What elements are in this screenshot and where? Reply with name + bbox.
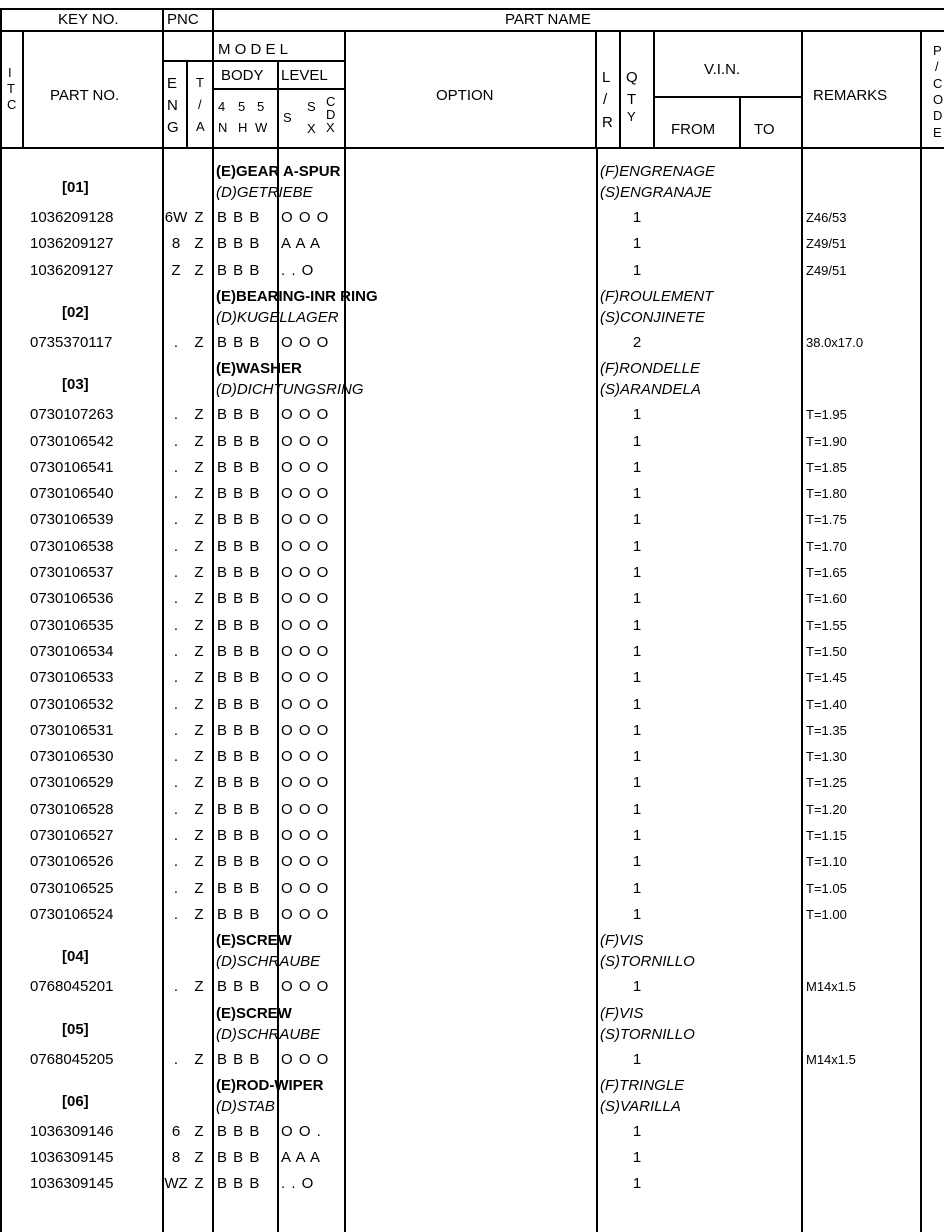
- level-codes: O O O: [281, 827, 330, 844]
- quantity: 1: [632, 978, 642, 996]
- ta-code: Z: [194, 827, 204, 844]
- part-name-de: (D)GETRIEBE: [216, 184, 313, 201]
- eng-code: 8: [171, 235, 181, 253]
- ta-code: Z: [194, 458, 204, 476]
- body-codes: B B B: [217, 590, 261, 608]
- quantity: 1: [632, 1122, 642, 1140]
- header-pcode-c: C: [933, 76, 943, 91]
- header-lr-r: R: [602, 114, 613, 131]
- remarks: T=1.50: [806, 643, 847, 659]
- rule-v-level-end: [344, 30, 346, 1232]
- eng-code: 6: [171, 1122, 181, 1140]
- part-number: 0730106525: [30, 879, 114, 897]
- body-codes: B B B: [217, 209, 261, 226]
- part-number: 0730106524: [30, 905, 114, 923]
- header-itc-c: C: [7, 97, 17, 112]
- level-codes: O O O: [281, 642, 330, 660]
- part-name-fr: (F)VIS: [600, 932, 644, 950]
- header-level-cdx-c: C: [326, 94, 336, 109]
- ta-code: Z: [194, 485, 204, 503]
- eng-code: .: [173, 333, 179, 351]
- body-codes: B B B: [217, 1050, 261, 1068]
- header-part-name: PART NAME: [505, 11, 591, 28]
- level-codes: O O O: [281, 209, 330, 226]
- header-level: LEVEL: [281, 67, 328, 84]
- level-codes: O O O: [281, 432, 330, 450]
- ta-code: Z: [194, 1175, 204, 1193]
- level-codes: . . O: [281, 1175, 315, 1193]
- part-name-de: (D)SCHRAUBE: [216, 1025, 321, 1043]
- quantity: 1: [632, 209, 642, 226]
- header-part-no: PART NO.: [50, 87, 120, 104]
- remarks: T=1.25: [806, 775, 847, 791]
- part-number: 0730106537: [30, 564, 114, 581]
- header-body-h: H: [238, 120, 248, 135]
- body-codes: B B B: [217, 879, 261, 897]
- part-name-de: (D)STAB: [216, 1097, 275, 1115]
- eng-code: Z: [171, 261, 181, 279]
- quantity: 1: [632, 1149, 642, 1167]
- header-eng-n: N: [167, 97, 178, 114]
- body-codes: B B B: [217, 669, 261, 687]
- ta-code: Z: [194, 537, 204, 555]
- eng-code: .: [173, 511, 179, 529]
- rule-v-pnc: [162, 8, 164, 1232]
- part-number: 0730106538: [30, 537, 114, 555]
- header-ta-a: A: [196, 119, 205, 134]
- rule-v-lr: [619, 30, 621, 148]
- ta-code: Z: [194, 978, 204, 996]
- level-codes: O O O: [281, 485, 330, 503]
- body-codes: B B B: [217, 695, 261, 713]
- part-name-en: (E)ROD-WIPER: [216, 1076, 324, 1094]
- level-codes: O O O: [281, 774, 330, 792]
- part-number: 0730107263: [30, 406, 114, 424]
- remarks: M14x1.5: [806, 1051, 856, 1067]
- ta-code: Z: [194, 748, 204, 766]
- eng-code: .: [173, 748, 179, 766]
- level-codes: A A A: [281, 1149, 322, 1167]
- part-name-es: (S)ARANDELA: [600, 381, 701, 399]
- level-codes: O O O: [281, 333, 330, 351]
- level-codes: O O O: [281, 721, 330, 739]
- ta-code: Z: [194, 721, 204, 739]
- body-codes: B B B: [217, 432, 261, 450]
- eng-code: .: [173, 616, 179, 634]
- part-number: 0730106526: [30, 853, 114, 871]
- rule-v-remarks-end: [920, 30, 922, 1232]
- level-codes: O O O: [281, 616, 330, 634]
- ta-code: Z: [194, 642, 204, 660]
- remarks: T=1.65: [806, 565, 847, 580]
- body-codes: B B B: [217, 235, 261, 253]
- key-number: [04]: [62, 948, 89, 966]
- part-name-en: (E)WASHER: [216, 360, 302, 378]
- ta-code: Z: [194, 616, 204, 634]
- eng-code: .: [173, 800, 179, 818]
- header-qty-t: T: [627, 91, 637, 108]
- level-codes: O O O: [281, 669, 330, 687]
- part-name-en: (E)SCREW: [216, 1004, 292, 1022]
- remarks: T=1.85: [806, 459, 847, 475]
- level-codes: O O O: [281, 564, 330, 581]
- eng-code: .: [173, 669, 179, 687]
- body-codes: B B B: [217, 616, 261, 634]
- quantity: 1: [632, 590, 642, 608]
- eng-code: .: [173, 827, 179, 844]
- ta-code: Z: [194, 406, 204, 424]
- ta-code: Z: [194, 432, 204, 450]
- part-name-es: (S)TORNILLO: [600, 1025, 695, 1043]
- quantity: 1: [632, 485, 642, 503]
- header-vin-from-text: FROM: [671, 121, 716, 138]
- eng-code: .: [173, 590, 179, 608]
- header-body-n: N: [218, 120, 228, 135]
- body-codes: B B B: [217, 827, 261, 844]
- eng-code: .: [173, 853, 179, 871]
- part-name-de: (D)KUGELLAGER: [216, 308, 339, 326]
- ta-code: Z: [194, 695, 204, 713]
- rule-v-pnc-end: [212, 8, 214, 1232]
- key-number: [05]: [62, 1020, 89, 1038]
- ta-code: Z: [194, 1122, 204, 1140]
- eng-code: .: [173, 978, 179, 996]
- body-codes: B B B: [217, 774, 261, 792]
- body-codes: B B B: [217, 1175, 261, 1193]
- remarks: T=1.80: [806, 486, 847, 502]
- body-codes: B B B: [217, 333, 261, 351]
- header-ta-slash: /: [198, 97, 202, 112]
- header-pcode-p: P: [933, 43, 942, 58]
- header-body-w: W: [255, 120, 268, 135]
- level-codes: O O O: [281, 879, 330, 897]
- quantity: 1: [632, 235, 642, 253]
- eng-code: .: [173, 879, 179, 897]
- level-codes: O O O: [281, 511, 330, 529]
- header-pcode-slash: /: [935, 59, 939, 74]
- header-body-5w: 5: [257, 99, 265, 114]
- body-codes: B B B: [217, 800, 261, 818]
- quantity: 1: [632, 406, 642, 424]
- part-name-fr: (F)TRINGLE: [600, 1076, 685, 1094]
- body-codes: B B B: [217, 564, 261, 581]
- body-codes: B B B: [217, 642, 261, 660]
- part-number: 0730106540: [30, 485, 114, 503]
- part-number: 0730106534: [30, 642, 114, 660]
- quantity: 1: [632, 800, 642, 818]
- part-number: 0735370117: [30, 333, 113, 351]
- rule-v-body-level: [277, 60, 279, 1232]
- remarks: T=1.45: [806, 670, 847, 686]
- header-remarks: REMARKS: [813, 87, 888, 104]
- header-option: OPTION: [436, 87, 494, 104]
- body-codes: B B B: [217, 406, 261, 424]
- quantity: 1: [632, 1175, 642, 1193]
- key-number: [03]: [62, 376, 89, 394]
- key-number: [02]: [62, 303, 89, 321]
- remarks: T=1.35: [806, 722, 847, 738]
- part-name-es: (S)ENGRANAJE: [600, 184, 712, 201]
- eng-code: .: [173, 485, 179, 503]
- eng-code: .: [173, 721, 179, 739]
- part-number: 0730106531: [30, 721, 114, 739]
- part-number: 1036309146: [30, 1122, 114, 1140]
- quantity: 1: [632, 905, 642, 923]
- part-name-de: (D)SCHRAUBE: [216, 953, 321, 971]
- part-name-en: (E)SCREW: [216, 932, 292, 950]
- remarks: T=1.15: [806, 828, 847, 843]
- quantity: 2: [632, 333, 642, 351]
- body-codes: B B B: [217, 1122, 261, 1140]
- part-name-en: (E)BEARING-INR RING: [216, 287, 378, 305]
- quantity: 1: [632, 879, 642, 897]
- quantity: 1: [632, 827, 642, 844]
- ta-code: Z: [194, 261, 204, 279]
- level-codes: O O .: [281, 1122, 322, 1140]
- part-number: 1036209127: [30, 261, 114, 279]
- rule-v-vin-end: [801, 30, 803, 1232]
- level-codes: O O O: [281, 800, 330, 818]
- eng-code: .: [173, 458, 179, 476]
- part-number: 0730106533: [30, 669, 114, 687]
- body-codes: B B B: [217, 853, 261, 871]
- part-number: 0730106527: [30, 827, 114, 844]
- header-level-sx-s: S: [307, 99, 316, 114]
- rule-v-itc: [22, 30, 24, 148]
- level-codes: O O O: [281, 695, 330, 713]
- level-codes: O O O: [281, 978, 330, 996]
- header-vin: V.I.N.: [704, 61, 741, 78]
- quantity: 1: [632, 616, 642, 634]
- header-lr-l: L: [602, 69, 611, 86]
- header-qty-q: Q: [626, 69, 638, 86]
- ta-code: Z: [194, 669, 204, 687]
- remarks: T=1.90: [806, 433, 847, 449]
- header-level-sx-x: X: [307, 121, 316, 136]
- quantity: 1: [632, 748, 642, 766]
- body-codes: B B B: [217, 748, 261, 766]
- level-codes: O O O: [281, 1050, 330, 1068]
- level-codes: O O O: [281, 458, 330, 476]
- ta-code: Z: [194, 511, 204, 529]
- part-number: 1036309145: [30, 1175, 114, 1193]
- header-level-cdx-d: D: [326, 107, 336, 122]
- quantity: 1: [632, 774, 642, 792]
- header-itc-i: I: [8, 65, 12, 80]
- header-ta-t: T: [196, 75, 204, 90]
- remarks: T=1.10: [806, 854, 847, 870]
- quantity: 1: [632, 458, 642, 476]
- ta-code: Z: [194, 209, 204, 226]
- quantity: 1: [632, 1050, 642, 1068]
- body-codes: B B B: [217, 261, 261, 279]
- rule-v-vin-mid: [739, 96, 741, 148]
- key-number: [06]: [62, 1092, 89, 1110]
- header-eng-g: G: [167, 119, 179, 136]
- quantity: 1: [632, 261, 642, 279]
- ta-code: Z: [194, 1050, 204, 1068]
- body-codes: B B B: [217, 511, 261, 529]
- ta-code: Z: [194, 800, 204, 818]
- body-codes: B B B: [217, 721, 261, 739]
- ta-code: Z: [194, 853, 204, 871]
- part-number: 0730106532: [30, 695, 114, 713]
- part-number: 0730106530: [30, 748, 114, 766]
- header-level-s: S: [283, 110, 292, 125]
- header-vin-to: TO: [754, 121, 775, 138]
- level-codes: A A A: [281, 235, 322, 253]
- header-lr-slash: /: [603, 91, 608, 108]
- level-codes: . . O: [281, 261, 315, 279]
- remarks: T=1.95: [806, 407, 847, 423]
- part-number: 0730106541: [30, 458, 114, 476]
- part-number: 1036309145: [30, 1149, 114, 1167]
- body-codes: B B B: [217, 537, 261, 555]
- quantity: 1: [632, 642, 642, 660]
- remarks: Z49/51: [806, 262, 847, 278]
- eng-code: .: [173, 406, 179, 424]
- part-name-fr: (F)VIS: [600, 1004, 644, 1022]
- remarks: T=1.70: [806, 538, 847, 554]
- remarks: T=1.00: [806, 906, 847, 922]
- body-codes: B B B: [217, 1149, 261, 1167]
- eng-code: .: [173, 695, 179, 713]
- eng-code: .: [173, 1050, 179, 1068]
- header-level-cdx-x: X: [326, 120, 335, 135]
- quantity: 1: [632, 511, 642, 529]
- level-codes: O O O: [281, 905, 330, 923]
- eng-code: .: [173, 642, 179, 660]
- quantity: 1: [632, 695, 642, 713]
- header-body-5h: 5: [238, 99, 246, 114]
- header-qty-y: Y: [627, 109, 636, 124]
- ta-code: Z: [194, 333, 204, 351]
- header-model: M O D E L: [218, 41, 289, 58]
- rule-v-eng: [186, 60, 188, 148]
- part-name-en: (E)GEAR A-SPUR: [216, 163, 341, 180]
- rule-v-lr-body: [596, 148, 598, 1232]
- part-name-fr: (F)ROULEMENT: [600, 287, 714, 305]
- eng-code: WZ: [164, 1175, 188, 1193]
- rule-v-qty: [653, 30, 655, 148]
- remarks: M14x1.5: [806, 979, 856, 995]
- part-number: 0768045201: [30, 978, 114, 996]
- header-pcode-e: E: [933, 125, 942, 140]
- part-number: 0730106542: [30, 432, 114, 450]
- header-eng-e: E: [167, 75, 178, 92]
- ta-code: Z: [194, 1149, 204, 1167]
- ta-code: Z: [194, 564, 204, 581]
- level-codes: O O O: [281, 537, 330, 555]
- quantity: 1: [632, 564, 642, 581]
- part-number: 1036209128: [30, 209, 114, 226]
- header-key-no: KEY NO.: [58, 11, 119, 28]
- ta-code: Z: [194, 590, 204, 608]
- level-codes: O O O: [281, 406, 330, 424]
- rule-v-option-end: [595, 30, 597, 148]
- part-name-es: (S)VARILLA: [600, 1097, 681, 1115]
- body-codes: B B B: [217, 905, 261, 923]
- body-codes: B B B: [217, 978, 261, 996]
- remarks: T=1.75: [806, 512, 847, 528]
- remarks: T=1.05: [806, 880, 847, 896]
- level-codes: O O O: [281, 748, 330, 766]
- part-name-es: (S)CONJINETE: [600, 308, 705, 326]
- remarks: T=1.30: [806, 749, 847, 765]
- remarks: Z49/51: [806, 236, 847, 252]
- part-number: 1036209127: [30, 235, 114, 253]
- header-itc-t: T: [7, 81, 15, 96]
- quantity: 1: [632, 669, 642, 687]
- eng-code: .: [173, 564, 179, 581]
- ta-code: Z: [194, 879, 204, 897]
- eng-code: 8: [171, 1149, 181, 1167]
- part-name-es: (S)TORNILLO: [600, 953, 695, 971]
- body-codes: B B B: [217, 458, 261, 476]
- quantity: 1: [632, 853, 642, 871]
- eng-code: .: [173, 537, 179, 555]
- remarks: 38.0x17.0: [806, 334, 864, 350]
- ta-code: Z: [194, 905, 204, 923]
- level-codes: O O O: [281, 853, 330, 871]
- remarks: T=1.60: [806, 591, 847, 607]
- part-number: 0768045205: [30, 1050, 114, 1068]
- eng-code: 6W: [164, 209, 188, 226]
- quantity: 1: [632, 537, 642, 555]
- part-number: 0730106529: [30, 774, 114, 792]
- part-number: 0730106535: [30, 616, 114, 634]
- part-name-de: (D)DICHTUNGSRING: [216, 381, 364, 399]
- remarks: Z46/53: [806, 210, 847, 225]
- level-codes: O O O: [281, 590, 330, 608]
- header-body-4: 4: [218, 99, 226, 114]
- part-number: 0730106528: [30, 800, 114, 818]
- part-number: 0730106539: [30, 511, 114, 529]
- rule-v-left: [0, 8, 2, 1232]
- remarks: T=1.55: [806, 617, 847, 633]
- key-number: [01]: [62, 179, 89, 196]
- header-body: BODY: [221, 67, 264, 84]
- remarks: T=1.40: [806, 696, 847, 712]
- eng-code: .: [173, 432, 179, 450]
- eng-code: .: [173, 905, 179, 923]
- rule-vin: [653, 96, 803, 98]
- ta-code: Z: [194, 774, 204, 792]
- quantity: 1: [632, 721, 642, 739]
- rule-top: [0, 8, 944, 10]
- eng-code: .: [173, 774, 179, 792]
- part-name-fr: (F)RONDELLE: [600, 360, 701, 378]
- body-codes: B B B: [217, 485, 261, 503]
- ta-code: Z: [194, 235, 204, 253]
- rule-model: [162, 60, 344, 62]
- remarks: T=1.20: [806, 801, 847, 817]
- part-number: 0730106536: [30, 590, 114, 608]
- part-name-fr: (F)ENGRENAGE: [600, 163, 716, 180]
- header-pcode-d: D: [933, 108, 943, 123]
- header-pcode-o: O: [933, 92, 944, 107]
- header-pnc: PNC: [167, 11, 199, 28]
- quantity: 1: [632, 432, 642, 450]
